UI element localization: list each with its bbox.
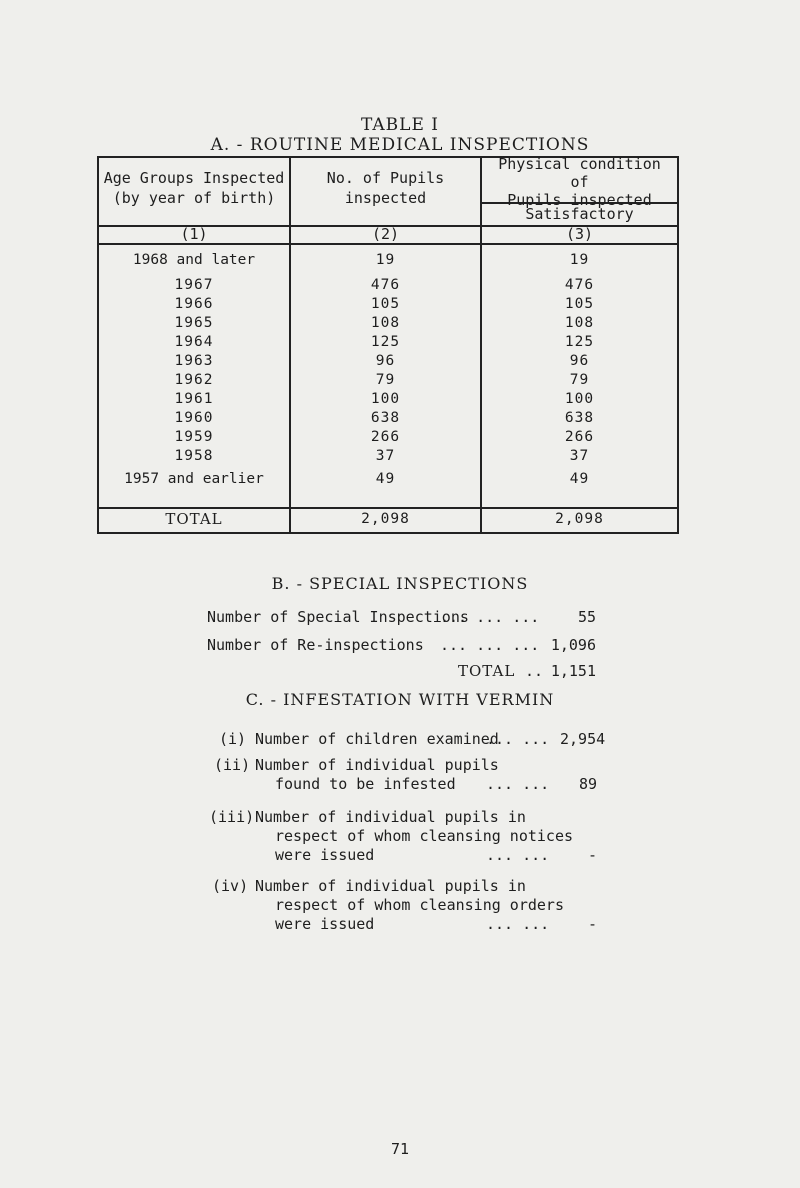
column-number-2: (2) [371, 225, 400, 243]
table-row-inspected: 100 [370, 391, 401, 407]
cleansing-orders-line2: respect of whom cleansing orders [275, 896, 564, 914]
table-row-age: 1965 [174, 315, 214, 331]
special-total-dots: .. [525, 662, 544, 680]
section-b-title: B. - SPECIAL INSPECTIONS [271, 574, 529, 593]
cleansing-notices-line1: Number of individual pupils in [255, 808, 526, 826]
item-number: (iv) [212, 877, 249, 895]
header-physical-line2: of [570, 173, 589, 191]
table-row-age: 1961 [174, 391, 214, 407]
cleansing-notices-dots: ... ... [486, 846, 550, 864]
table-row-inspected: 476 [370, 277, 401, 293]
table-row-satisfactory: 37 [569, 448, 590, 464]
cleansing-orders-line1: Number of individual pupils in [255, 877, 526, 895]
table-row-age: 1958 [174, 448, 214, 464]
item-number: (iii) [209, 808, 255, 826]
cleansing-notices-line3: were issued [275, 846, 375, 864]
table-row-inspected: 96 [375, 353, 396, 369]
table-right-border [677, 156, 679, 534]
cleansing-orders-dots: ... ... [486, 915, 550, 933]
header-physical-condition [482, 155, 677, 209]
table-row-satisfactory: 638 [564, 410, 595, 426]
header-age-groups [99, 168, 289, 208]
special-inspections-dots: ... ... ... [440, 608, 540, 626]
table-row-inspected: 108 [370, 315, 401, 331]
table-row-satisfactory: 266 [564, 429, 595, 445]
special-total-label: TOTAL [458, 662, 516, 680]
table-row-age: 1966 [174, 296, 214, 312]
total-inspected: 2,098 [361, 511, 410, 527]
table-row-satisfactory: 125 [564, 334, 595, 350]
reinspections-dots: ... ... ... [440, 636, 540, 654]
table-row-inspected: 266 [370, 429, 401, 445]
table-row-satisfactory: 105 [564, 296, 595, 312]
table-row-age: 1962 [174, 372, 214, 388]
infested-dots: ... ... [486, 775, 550, 793]
table-row-inspected: 49 [375, 471, 396, 487]
table-row-inspected: 125 [370, 334, 401, 350]
table-row-age: 1967 [174, 277, 214, 293]
header-age-line2: (by year of birth) [112, 189, 276, 207]
table-row-satisfactory: 476 [564, 277, 595, 293]
children-examined-label: Number of children examined [255, 730, 499, 748]
table-row-inspected: 79 [375, 372, 396, 388]
cleansing-orders-line3: were issued [275, 915, 375, 933]
header-pupils-inspected [291, 168, 480, 208]
table-row-satisfactory: 108 [564, 315, 595, 331]
item-number: (ii) [214, 756, 251, 774]
table-row-age: 1960 [174, 410, 214, 426]
header-physical-line1: Physical condition [498, 155, 661, 173]
table-row-inspected: 638 [370, 410, 401, 426]
total-satisfactory: 2,098 [555, 511, 604, 527]
table-row-age: 1964 [174, 334, 214, 350]
special-inspections-value: 55 [577, 608, 596, 626]
table-row-inspected: 105 [370, 296, 401, 312]
table-row-satisfactory: 19 [569, 252, 590, 268]
section-a-title: A. - ROUTINE MEDICAL INSPECTIONS [210, 135, 590, 155]
cleansing-orders-value: - [587, 915, 597, 933]
table-row-age: 1957 and earlier [124, 471, 264, 487]
infested-label-line2: found to be infested [275, 775, 456, 793]
page-number: 71 [390, 1140, 410, 1158]
total-label: TOTAL [165, 510, 223, 528]
table-row-age: 1968 and later [132, 252, 256, 268]
table-row-satisfactory: 79 [569, 372, 590, 388]
table-row-inspected: 19 [375, 252, 396, 268]
children-examined-value: 2,954 [560, 730, 606, 748]
infested-label-line1: Number of individual pupils [255, 756, 499, 774]
number-row-divider [97, 243, 679, 245]
table-row-satisfactory: 96 [569, 353, 590, 369]
total-top-border [97, 507, 679, 509]
table-row-age: 1959 [174, 429, 214, 445]
table-bottom-border [97, 532, 679, 534]
reinspections-value: 1,096 [550, 636, 596, 654]
table-row-age: 1963 [174, 353, 214, 369]
header-pupils-line2: inspected [344, 189, 427, 207]
table-row-satisfactory: 100 [564, 391, 595, 407]
header-pupils-line1: No. of Pupils [326, 169, 445, 187]
table-row-satisfactory: 49 [569, 471, 590, 487]
item-number: (i) [219, 730, 247, 748]
infested-value: 89 [578, 775, 597, 793]
section-c-title: C. - INFESTATION WITH VERMIN [245, 690, 555, 709]
column-number-3: (3) [565, 225, 594, 243]
header-physical-line3: Pupils inspected [507, 191, 652, 209]
column-number-1: (1) [180, 225, 208, 243]
special-inspections-label: Number of Special Inspections [207, 608, 469, 626]
children-examined-dots: ... ... [486, 730, 550, 748]
header-age-line1: Age Groups Inspected [103, 169, 285, 187]
cleansing-notices-line2: respect of whom cleansing notices [275, 827, 574, 845]
special-total-value: 1,151 [550, 662, 596, 680]
table-title: TABLE I [361, 115, 439, 135]
cleansing-notices-value: - [587, 846, 597, 864]
reinspections-label: Number of Re-inspections [207, 636, 424, 654]
table-row-inspected: 37 [375, 448, 396, 464]
header-satisfactory: Satisfactory [525, 205, 634, 223]
